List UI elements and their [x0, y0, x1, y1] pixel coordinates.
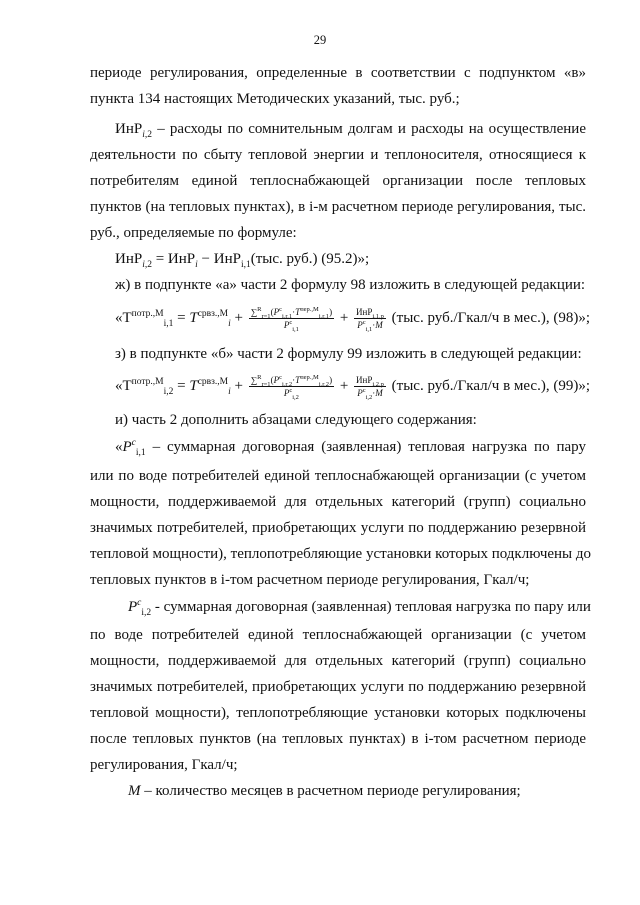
- text-line: тепловых пунктов в i-том расчетном периоде регулирования, Гкал/ч;: [90, 572, 530, 588]
- text-line: «$P^c_{i,1}$ – суммарная договорная (заявленная) тепловая нагрузка по пару: [115, 438, 586, 458]
- text-line: ж) в подпункте «а» части 2 формулу 98 изложить в следующей редакции:: [115, 277, 586, 293]
- text-line: значимых потребителей, приобретающих услуги по поддержанию резервной: [90, 679, 586, 695]
- text-line: регулирования, Гкал/ч;: [90, 757, 238, 773]
- text-line: пункта 134 настоящих Методических указаний, тыс. руб.;: [90, 91, 460, 107]
- text-line: M – количество месяцев в расчетном периоде регулирования;: [128, 783, 521, 799]
- text-line: з) в подпункте «б» части 2 формулу 99 изложить в следующей редакции:: [115, 346, 582, 362]
- text-line: и) часть 2 дополнить абзацами следующего содержания:: [115, 412, 477, 428]
- text-line: деятельности по сбыту тепловой энергии и теплоносителя, относящиеся к: [90, 147, 586, 163]
- formula-99: «$Т^{потр.,М}_{i,2} = T^{срвз.,М}_i$ + $\frac{\sum^R_{r=1}(P^c_{i,r,2}\cdot T^{пер.,М}_{i,r,2})}{P^c_{i,2}}$ + $\frac{ИнР_{i,2,p}}{P^c_{i,2}\cdot M}$ (тыс. руб./Гкал/ч в мес.), (99)»;: [115, 374, 590, 401]
- text-line: потребителям единой теплоснабжающей организации после тепловых: [90, 173, 586, 189]
- formula-98: «$Т^{потр.,М}_{i,1} = T^{срвз.,М}_i$ + $\frac{\sum^R_{r=1}(P^c_{i,r,1}\cdot T^{пер.,М}_{i,r,1})}{P^c_{i,1}}$ + $\frac{ИнР_{i,1,p}}{P^c_{i,1}\cdot M}$ (тыс. руб./Гкал/ч в мес.), (98)»;: [115, 306, 590, 333]
- text-line: руб., определяемые по формуле:: [90, 225, 297, 241]
- text-line: тепловой мощности), теплопотребляющие установки которых подключены до: [90, 546, 592, 562]
- text-line: тепловой мощности), теплопотребляющие установки которых подключены: [90, 705, 586, 721]
- text-line: мощности, поддерживаемой для отдельных категорий (групп) социально: [90, 494, 586, 510]
- text-line: или по воде потребителей единой теплоснабжающей организации (с учетом: [90, 468, 586, 484]
- text-line: по воде потребителей единой теплоснабжающей организации (с учетом: [90, 627, 586, 643]
- text-line: значимых потребителей, приобретающих услуги по поддержанию резервной: [90, 520, 586, 536]
- text-line: после тепловых пунктов (на тепловых пунктах) в i-том расчетном периоде: [90, 731, 586, 747]
- text-line: пунктов (на тепловых пунктах), в i-м расчетном периоде регулирования, тыс.: [90, 199, 586, 215]
- text-line: $P^c_{i,2}$ - суммарная договорная (заявленная) тепловая нагрузка по пару или: [128, 598, 591, 618]
- text-line: ИнР$_{i,2}$ – расходы по сомнительным долгам и расходы на осуществление: [115, 121, 586, 140]
- text-line: периоде регулирования, определенные в соответствии с подпунктом «в»: [90, 65, 586, 81]
- page-number: 29: [313, 33, 327, 47]
- formula-95-2: ИнР$_{i,2}$ = ИнР$_i$ − ИнР$_{i,1}$(тыс. руб.) (95.2)»;: [115, 251, 370, 270]
- text-line: мощности, поддерживаемой для отдельных категорий (групп) социально: [90, 653, 586, 669]
